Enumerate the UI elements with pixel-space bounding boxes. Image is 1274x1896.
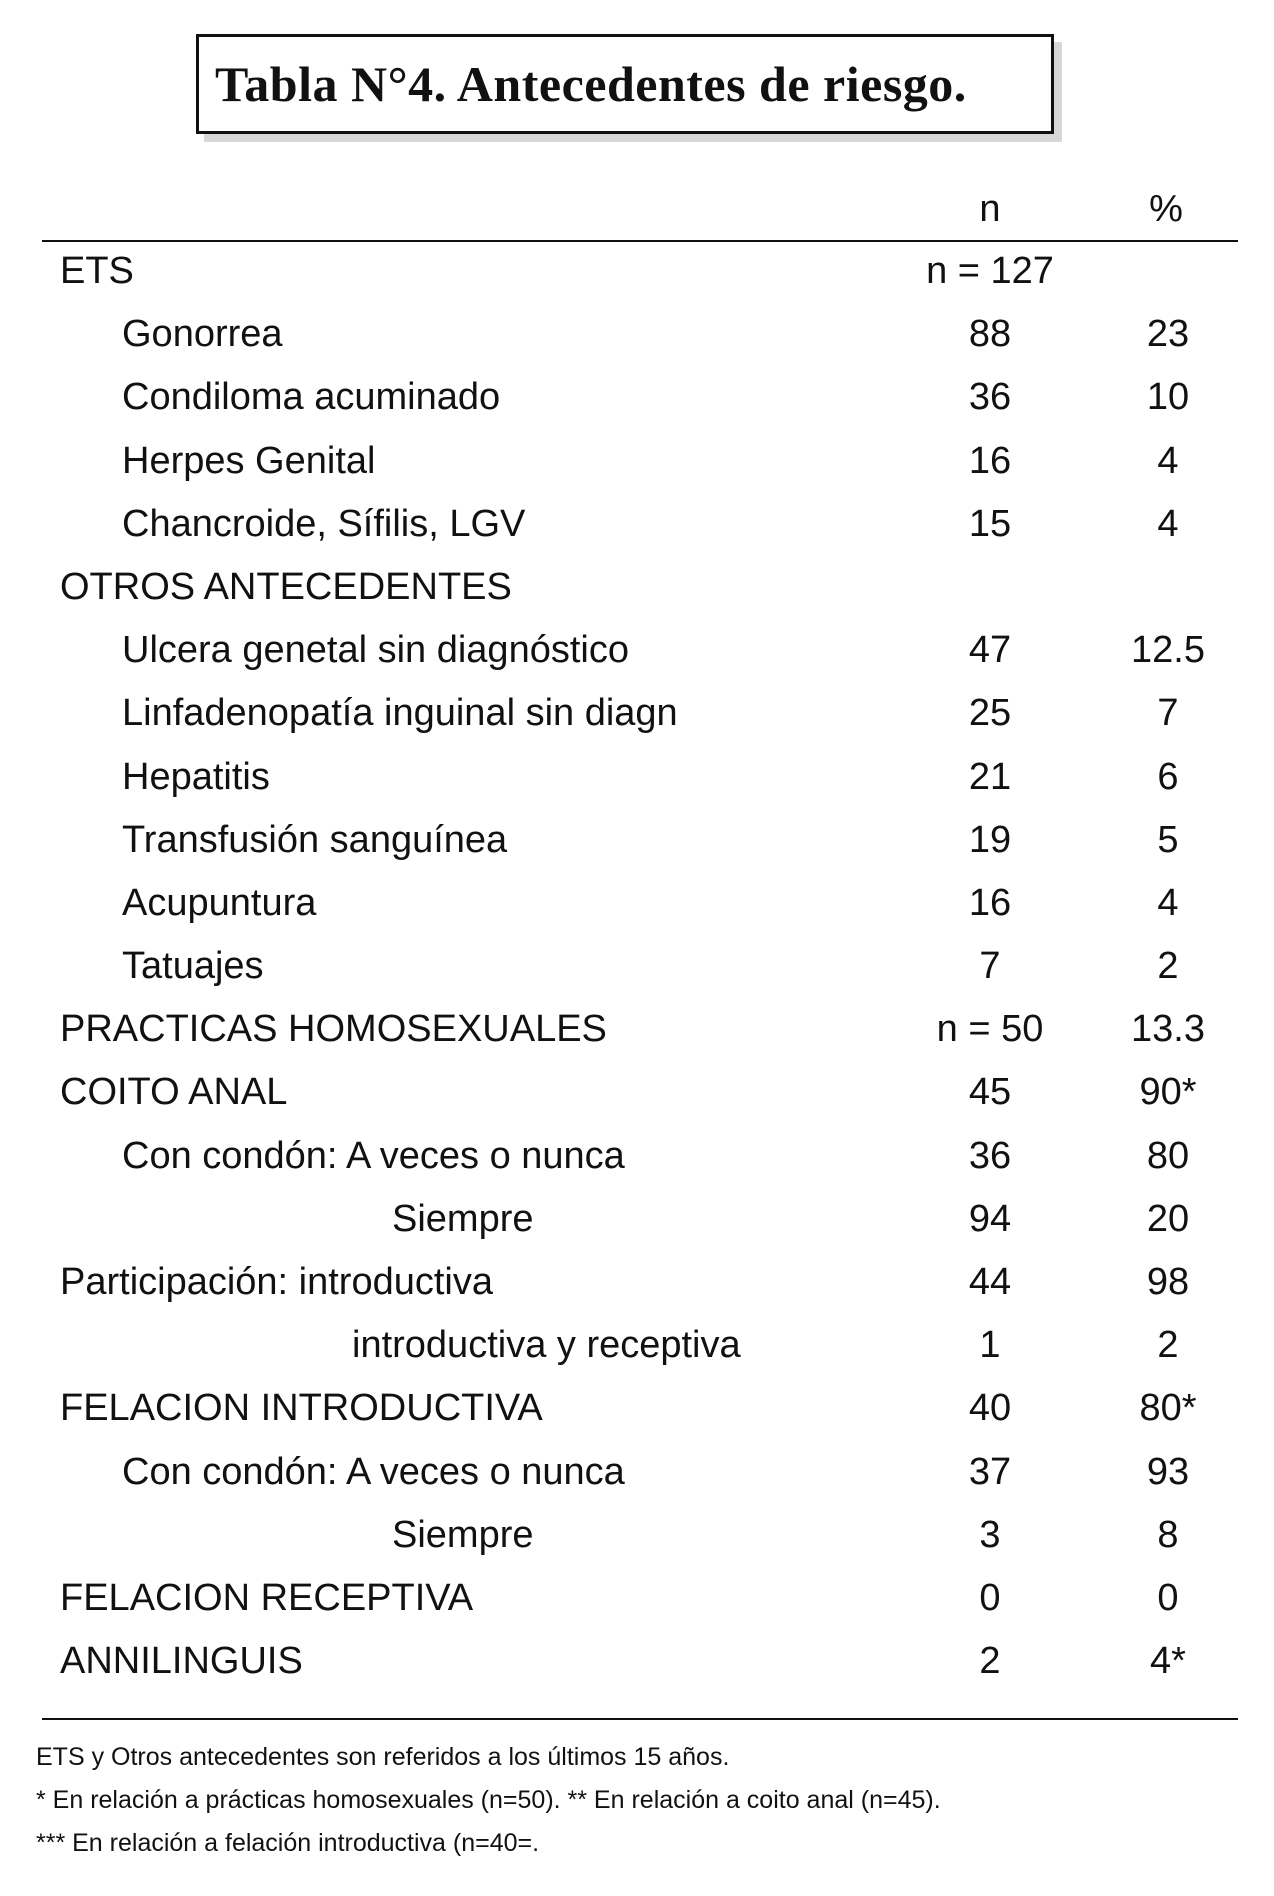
row-label: Tatuajes <box>122 945 264 988</box>
row-percent-value: 12.5 <box>1131 629 1205 672</box>
row-percent-value: 13.3 <box>1131 1008 1205 1051</box>
table-row <box>0 366 1274 429</box>
row-label: Participación: introductiva <box>60 1261 493 1303</box>
row-n-value: n = 50 <box>936 1008 1044 1051</box>
row-n-value: 0 <box>979 1576 1001 1619</box>
row-label: Linfadenopatía inguinal sin diagn <box>122 692 678 735</box>
row-label: FELACION RECEPTIVA <box>60 1576 474 1619</box>
row-label: Ulcera genetal sin diagnóstico <box>122 629 629 672</box>
row-label: Transfusión sanguínea <box>122 818 508 861</box>
table-row <box>0 240 1274 303</box>
footnote: ETS y Otros antecedentes son referidos a los últimos 15 años. <box>36 1743 730 1771</box>
row-percent-value: 10 <box>1146 376 1190 419</box>
row-percent-value: 0 <box>1157 1576 1179 1619</box>
table-title: Tabla N°4. Antecedentes de riesgo. <box>196 34 1054 134</box>
table-row <box>0 746 1274 809</box>
row-n-value: 21 <box>968 755 1012 798</box>
row-percent-value: 80 <box>1146 1134 1190 1177</box>
table-row <box>0 935 1274 998</box>
row-n-value: 25 <box>968 692 1012 735</box>
row-percent-value: 23 <box>1146 313 1190 356</box>
table-row <box>0 1188 1274 1251</box>
row-n-value: 88 <box>968 313 1012 356</box>
table-row <box>0 493 1274 556</box>
row-label: Chancroide, Sífilis, LGV <box>122 502 526 545</box>
row-percent-value: 4 <box>1157 881 1179 924</box>
row-n-value: 37 <box>968 1450 1012 1493</box>
table-row <box>0 1125 1274 1188</box>
row-label: ETS <box>60 250 134 292</box>
table-row <box>0 1567 1274 1630</box>
row-label: Condiloma acuminado <box>122 376 501 419</box>
row-label: Gonorrea <box>122 313 283 356</box>
row-label: Hepatitis <box>122 755 270 798</box>
row-n-value: 15 <box>968 502 1012 545</box>
row-percent-value: 4* <box>1150 1640 1186 1683</box>
table-row <box>0 998 1274 1061</box>
table-row <box>0 1314 1274 1377</box>
row-n-value: 3 <box>979 1513 1001 1556</box>
row-n-value: 40 <box>968 1387 1012 1430</box>
row-n-value: 7 <box>979 945 1001 988</box>
table-row <box>0 682 1274 745</box>
column-header-n: n <box>979 188 1001 230</box>
row-percent-value: 5 <box>1157 818 1179 861</box>
row-percent-value: 7 <box>1157 692 1179 735</box>
row-label: PRACTICAS HOMOSEXUALES <box>60 1008 607 1051</box>
row-label: Con condón: A veces o nunca <box>122 1450 625 1493</box>
row-label: FELACION INTRODUCTIVA <box>60 1387 543 1430</box>
row-n-value: 47 <box>968 629 1012 672</box>
table-row <box>0 303 1274 366</box>
row-percent-value: 80* <box>1139 1387 1197 1430</box>
table-row <box>0 809 1274 872</box>
table-row <box>0 1377 1274 1440</box>
row-label: OTROS ANTECEDENTES <box>60 565 512 608</box>
row-percent-value: 8 <box>1157 1513 1179 1556</box>
table-row <box>0 1504 1274 1567</box>
table-row <box>0 1061 1274 1124</box>
table-row <box>0 1441 1274 1504</box>
row-percent-value: 98 <box>1146 1261 1190 1303</box>
row-percent-value: 93 <box>1146 1450 1190 1493</box>
row-percent-value: 90* <box>1139 1071 1197 1114</box>
row-n-value: 36 <box>968 376 1012 419</box>
row-label: Acupuntura <box>122 881 317 924</box>
footnotes <box>36 1736 941 1865</box>
row-percent-value: 6 <box>1157 755 1179 798</box>
row-label: COITO ANAL <box>60 1071 288 1114</box>
table-bottom-rule <box>42 1718 1238 1720</box>
footnote: * En relación a prácticas homosexuales (n=50). ** En relación a coito anal (n=45). <box>36 1786 941 1814</box>
row-n-value: 19 <box>968 818 1012 861</box>
row-percent-value: 2 <box>1157 945 1179 988</box>
row-label: Siempre <box>392 1513 534 1556</box>
table-row <box>0 1630 1274 1693</box>
row-n-value: 45 <box>968 1071 1012 1114</box>
row-label: Herpes Genital <box>122 439 376 482</box>
row-n-value: 94 <box>968 1197 1012 1240</box>
table-row <box>0 430 1274 493</box>
row-label: ANNILINGUIS <box>60 1640 303 1683</box>
row-n-value: 36 <box>968 1134 1012 1177</box>
row-percent-value: 4 <box>1157 502 1179 545</box>
row-n-value: 16 <box>968 881 1012 924</box>
row-percent-value: 2 <box>1157 1324 1179 1367</box>
row-label: Siempre <box>392 1197 534 1240</box>
table-row <box>0 872 1274 935</box>
row-n-value: 1 <box>979 1324 1001 1367</box>
row-label: introductiva y receptiva <box>352 1324 741 1367</box>
table-row <box>0 619 1274 682</box>
row-percent-value: 4 <box>1157 439 1179 482</box>
table-body <box>0 240 1274 1693</box>
row-label: Con condón: A veces o nunca <box>122 1134 625 1177</box>
column-header-percent: % <box>1149 188 1183 230</box>
table-row <box>0 556 1274 619</box>
table-row <box>0 1251 1274 1314</box>
row-n-value: n = 127 <box>926 250 1054 292</box>
row-percent-value: 20 <box>1146 1197 1190 1240</box>
row-n-value: 2 <box>979 1640 1001 1683</box>
row-n-value: 16 <box>968 439 1012 482</box>
footnote: *** En relación a felación introductiva (n=40=. <box>36 1829 540 1857</box>
row-n-value: 44 <box>968 1261 1012 1303</box>
